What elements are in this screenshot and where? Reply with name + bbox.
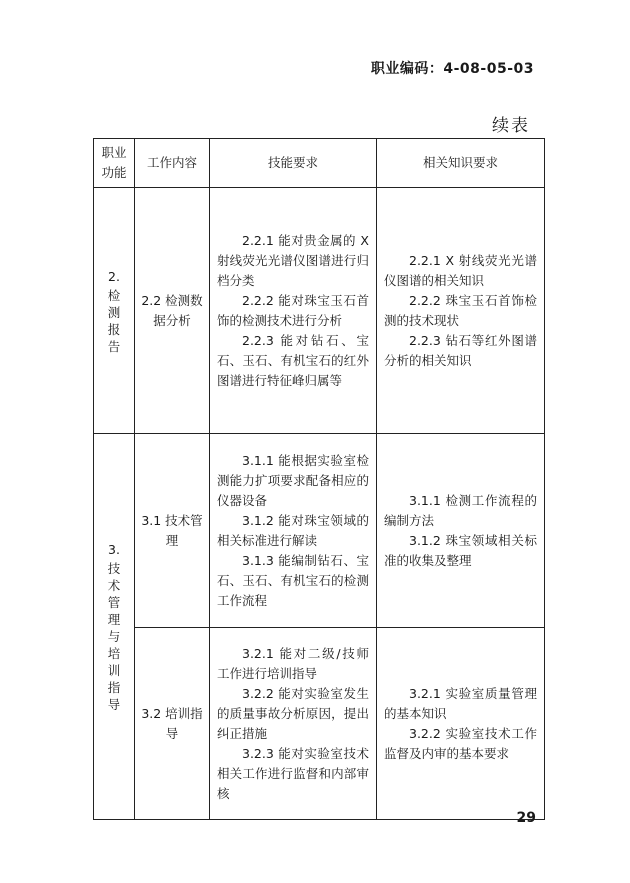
work-content-cell: 2.2 检测数据分析	[135, 188, 210, 434]
function-name-char: 术	[107, 578, 121, 593]
skills-cell	[210, 628, 377, 820]
list-item: 3.2.2 能对实验室发生的质量事故分析原因，提出纠正措施	[217, 685, 369, 741]
function-name-char: 培	[107, 646, 121, 661]
function-name-char: 指	[107, 680, 121, 695]
function-name-char: 导	[107, 697, 121, 712]
list-item: 3.1.2 能对珠宝领域的相关标准进行解读	[217, 512, 369, 548]
function-name	[95, 287, 133, 355]
table-header-row	[94, 139, 545, 188]
header-knowledge: 相关知识要求	[377, 139, 545, 188]
function-name-char: 理	[107, 612, 121, 627]
skills-table	[93, 138, 545, 820]
continued-label: 续表	[492, 116, 530, 136]
list-item: 3.2.1 实验室质量管理的基本知识	[384, 685, 537, 721]
list-item: 3.1.3 能编制钻石、宝石、玉石、有机宝石的检测工作流程	[217, 552, 369, 608]
list-item: 2.2.3 能对钻石、宝石、玉石、有机宝石的红外图谱进行特征峰归属等	[217, 332, 369, 388]
table-row	[94, 628, 545, 820]
list-item: 2.2.2 能对珠宝玉石首饰的检测技术进行分析	[217, 292, 369, 328]
occupation-code: 职业编码：4-08-05-03	[370, 61, 534, 77]
skills-cell	[210, 434, 377, 628]
function-name-char: 训	[107, 663, 121, 678]
function-number: 2.	[108, 268, 120, 284]
function-name-char: 技	[107, 561, 121, 576]
list-item: 3.2.1 能对二级/技师工作进行培训指导	[217, 645, 369, 681]
table-row	[94, 434, 545, 628]
list-item: 3.1.1 检测工作流程的编制方法	[384, 492, 537, 528]
work-content-cell: 3.2 培训指导	[135, 628, 210, 820]
table-row	[94, 188, 545, 434]
function-name-char: 报	[107, 321, 121, 337]
function-name-char: 管	[107, 595, 121, 610]
list-item: 3.2.2 实验室技术工作监督及内审的基本要求	[384, 725, 537, 761]
skills-cell	[210, 188, 377, 434]
knowledge-cell	[377, 434, 545, 628]
list-item: 2.2.3 钻石等红外图谱分析的相关知识	[384, 332, 537, 368]
list-item: 3.2.3 能对实验室技术相关工作进行监督和内部审核	[217, 745, 369, 801]
function-name-char: 检	[107, 287, 121, 303]
header-content: 工作内容	[135, 139, 210, 188]
function-name	[95, 560, 133, 713]
list-item: 3.1.2 珠宝领域相关标准的收集及整理	[384, 532, 537, 568]
knowledge-cell	[377, 188, 545, 434]
function-name-char: 与	[107, 629, 121, 644]
function-name-char: 测	[107, 304, 121, 320]
header-function: 职业 功能	[94, 139, 135, 188]
knowledge-cell	[377, 628, 545, 820]
list-item: 2.2.1 X 射线荧光光谱仪图谱的相关知识	[384, 252, 537, 288]
function-cell	[94, 434, 135, 820]
function-name-char: 告	[107, 338, 121, 354]
work-content-cell: 3.1 技术管理	[135, 434, 210, 628]
list-item: 3.1.1 能根据实验室检测能力扩项要求配备相应的仪器设备	[217, 452, 369, 508]
page-number: 29	[516, 810, 536, 826]
list-item: 2.2.2 珠宝玉石首饰检测的技术现状	[384, 292, 537, 328]
function-number: 3.	[108, 542, 120, 557]
function-cell	[94, 188, 135, 434]
list-item: 2.2.1 能对贵金属的 X 射线荧光光谱仪图谱进行归档分类	[217, 232, 369, 288]
header-skills: 技能要求	[210, 139, 377, 188]
